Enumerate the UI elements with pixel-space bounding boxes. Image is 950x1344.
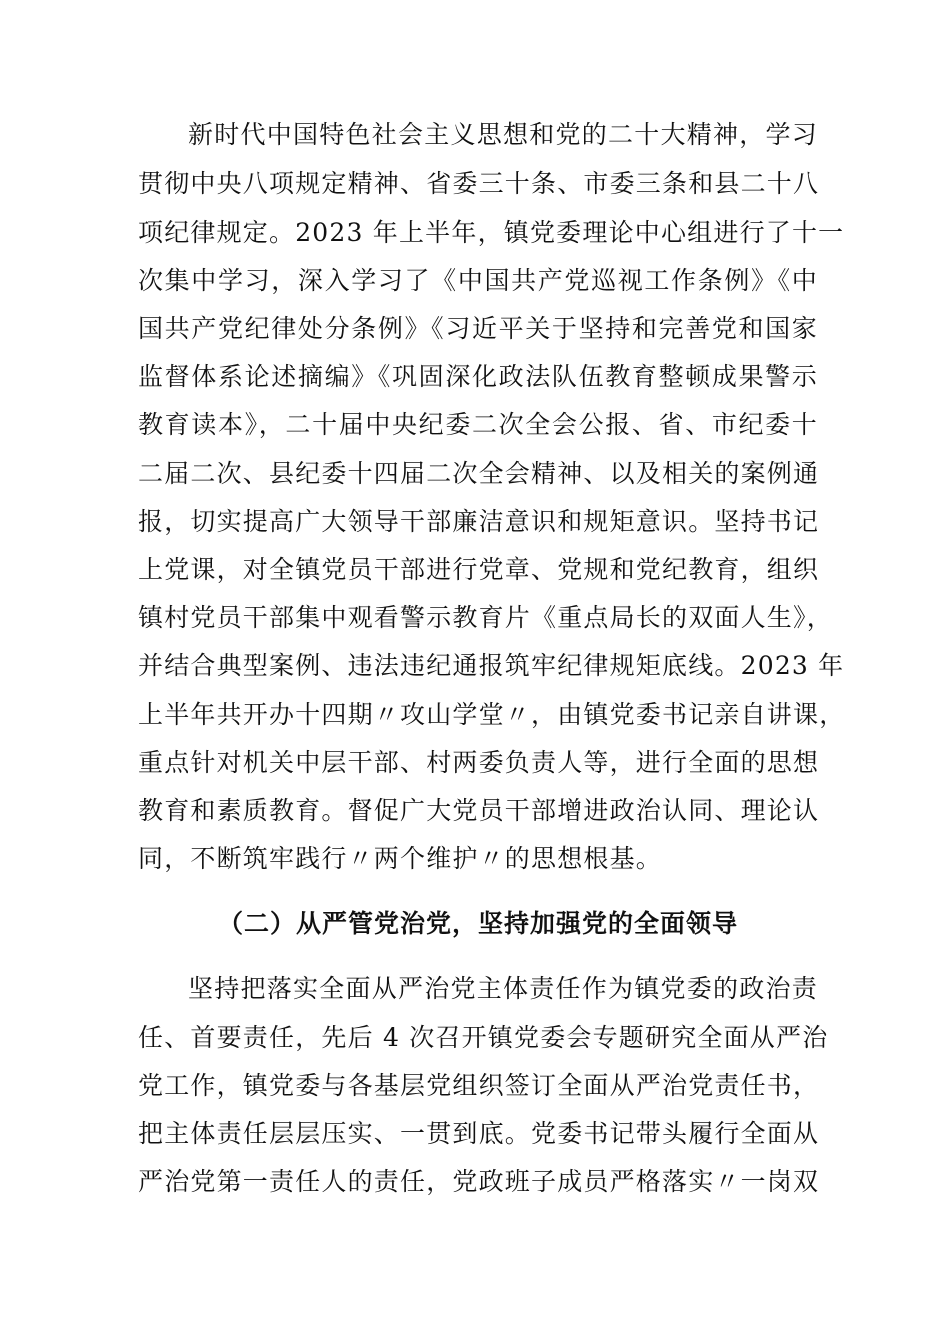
paragraph-line: 次集中学习，深入学习了《中国共产党巡视工作条例》《中 — [138, 266, 818, 295]
paragraph-line: 党工作，镇党委与各基层党组织签订全面从严治党责任书， — [138, 1071, 820, 1100]
paragraph-line: 并结合典型案例、违法违纪通报筑牢纪律规矩底线。2023 年 — [138, 651, 845, 680]
paragraph-line: 镇村党员干部集中观看警示教育片《重点局长的双面人生》， — [138, 603, 833, 632]
paragraph-line: 报，切实提高广大领导干部廉洁意识和规矩意识。坚持书记 — [138, 507, 820, 536]
paragraph-line: 严治党第一责任人的责任，党政班子成员严格落实〃一岗双 — [138, 1167, 820, 1196]
paragraph-line: 国共产党纪律处分条例》《习近平关于坚持和完善党和国家 — [138, 314, 818, 343]
paragraph-line: 二届二次、县纪委十四届二次全会精神、以及相关的案例通 — [138, 459, 820, 488]
paragraph-line: 任、首要责任，先后 4 次召开镇党委会专题研究全面从严治 — [138, 1023, 829, 1052]
paragraph-line: 上半年共开办十四期〃攻山学堂〃，由镇党委书记亲自讲课， — [138, 700, 846, 729]
paragraph-line: 同，不断筑牢践行〃两个维护〃的思想根基。 — [138, 844, 663, 873]
paragraph-line: 把主体责任层层压实、一贯到底。党委书记带头履行全面从 — [138, 1119, 820, 1148]
paragraph-line: 上党课，对全镇党员干部进行党章、党规和党纪教育，组织 — [138, 555, 820, 584]
paragraph-line: 重点针对机关中层干部、村两委负责人等，进行全面的思想 — [138, 748, 820, 777]
paragraph-line: 教育和素质教育。督促广大党员干部增进政治认同、理论认 — [138, 796, 820, 825]
paragraph-line: 项纪律规定。2023 年上半年，镇党委理论中心组进行了十一 — [138, 218, 845, 247]
paragraph-line: 教育读本》，二十届中央纪委二次全会公报、省、市纪委十 — [138, 410, 818, 439]
paragraph-line: 坚持把落实全面从严治党主体责任作为镇党委的政治责 — [188, 974, 818, 1003]
paragraph-line: 监督体系论述摘编》《巩固深化政法队伍教育整顿成果警示 — [138, 362, 818, 391]
section-heading: （二）从严管党治党，坚持加强党的全面领导 — [217, 909, 738, 938]
paragraph-line: 新时代中国特色社会主义思想和党的二十大精神，学习 — [188, 120, 818, 149]
paragraph-line: 贯彻中央八项规定精神、省委三十条、市委三条和县二十八 — [138, 169, 820, 198]
